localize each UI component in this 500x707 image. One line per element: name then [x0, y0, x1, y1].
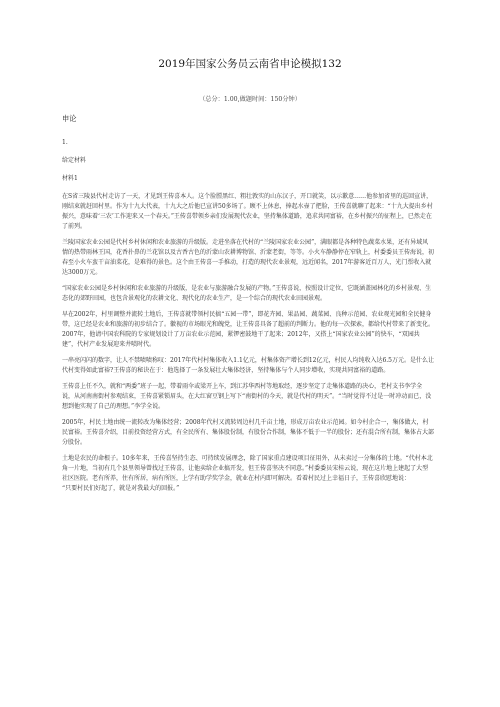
paragraph-5: 一串亮闪闪的数字，让人不禁啧啧称叹：2017年代村村集体收入1.1亿元，村集体资产增长到12亿元，村民人均纯收入达6.5万元。是什么让代村变得如此富裕?王传喜的秘诀在于：他选择了一条发展壮大集体经济，坚持集体与个人同步增收，实现共同富裕的道路。	[62, 357, 434, 374]
paragraph-4: 早在2002年，村里调整并流转土地后，王传喜就带领村民搞“五园一带”，即花卉园、果品园、蔬菜园、良种示范园、农业观光园和全民健身带，这已经是农业和旅游的初步结合了。徽视的市场眼光和魄党，让王传喜具备了超前的判断力。他的每一次探索，都给代村带来了新变化。2007年，他请中国农科院的专家规划设计了万亩农业示范园，紧锣密鼓地干了起来；2012年，又搭上“国家农业公园”的快车，“双园共建”，代村产业发展迎来井喷时代。	[62, 311, 435, 348]
paragraph-3: “国家农业公园是乡村休闲和农业旅游的升级版，是农业与旅游融合发展的产物。”王传喜说，按照设计定位，它既涵盖园林化的乡村景观、生态化的郊野田园，也包含景观化的农耕文化、现代化的农业生产，是一个综合的现代农业田园景观。	[62, 285, 432, 302]
paragraph-2: 兰陵国家农业公园是代村乡村休闲和农业旅游的升级版。走进坐落在代村的“兰陵国家农业公园”，满眼都是各种特色蔬菜水果，还有异域风情的热带雨林王国，花香扑鼻的兰花馆以及古香古色的沂蒙山农耕博物馆、沂蒙老街，等等。小火车静静停在窄轨上，村委委员王传海说，初春至小火车蛮干亩油菜花，是难得的景色。这个由王传喜一手推动，打造的现代农业景观，远近闻名，2017年游客近百万人，光门票收入就达3000万元。	[62, 239, 435, 276]
paragraph-1: 在S省三陵县代村走访了一天，才见到王传喜本人。这个脸膛黑红、粗壮敦实的山东汉子，开口就笑，以示歉意……他参加省里的巡回宣讲，刚结束就赶回村里。作为十九大代表，十九大之后他已宣讲50多场了。顾不上休息，捧起水壶了把脸，王传喜就聊了起来：“十九大提出乡村振兴，意味着‘三农’工作迎来又一个春天。”王传喜带领乡亲们发展现代农业，坚持集体道路，追求共同富裕，在乡村振兴的征程上，已然走在了前列。	[62, 193, 433, 230]
paragraph-7: 2005年，村民土地由统一流转改为集体经营；2008年代村又流转周边村几千亩土地，形成万亩农业示范园。如今村企合一，集体做大，村民富裕。王传喜介绍，目前投资经营方式，有全民所有、集体股份制，有股份合作制，集体不低于一半的股份；还有混合所有制，集体占大部分股份。	[62, 419, 435, 446]
material-heading: 材料1	[62, 175, 78, 182]
paragraph-6: 王传喜上任不久，就和“两委”班子一起，带着雨伞或梁开上车，到江苏华西村等地取经，逐步坚定了走集体道路的决心，老村支书李学全说，从河南南街村参观结束，王传喜紧锁眉头，在大红窗豆钢上写下“南街村的今天，就是代村的明天”。“当时觉得不过是一时冲动而已，没想到他实现了自己的理想。”李学全说。	[62, 383, 432, 410]
section-heading: 申论	[62, 114, 77, 123]
document-body	[62, 113, 434, 494]
item-number: 1.	[62, 139, 68, 146]
exam-meta: （总分：1.00,做题时间：150分钟）	[199, 96, 301, 103]
paragraph-8: 土地是农民的命根子。10多年来，王传喜坚持生态、可持续发展理念，除了国家重点建设项目征用外，从未卖过一分集体的土地。“代村本北角一片地，当初有几个县里领导曾找过王传喜，让他卖给企业搞开发，但王传喜坚决不同意。”村委委员宋桂云说，现在这片地上建起了大型社区医院。老有所养，住有所居，病有所医，上学有助学奖学金，就业在村内即可解决。看着村民过上幸福日子，王传喜欣慰地说：	[62, 455, 433, 482]
given-material-heading: 给定材料	[62, 157, 87, 164]
paragraph-9: “只要村民们好起了，就是对我最大的回报。”	[62, 485, 180, 492]
document-title: 2019年国家公务员云南省申论模拟132	[158, 58, 342, 70]
